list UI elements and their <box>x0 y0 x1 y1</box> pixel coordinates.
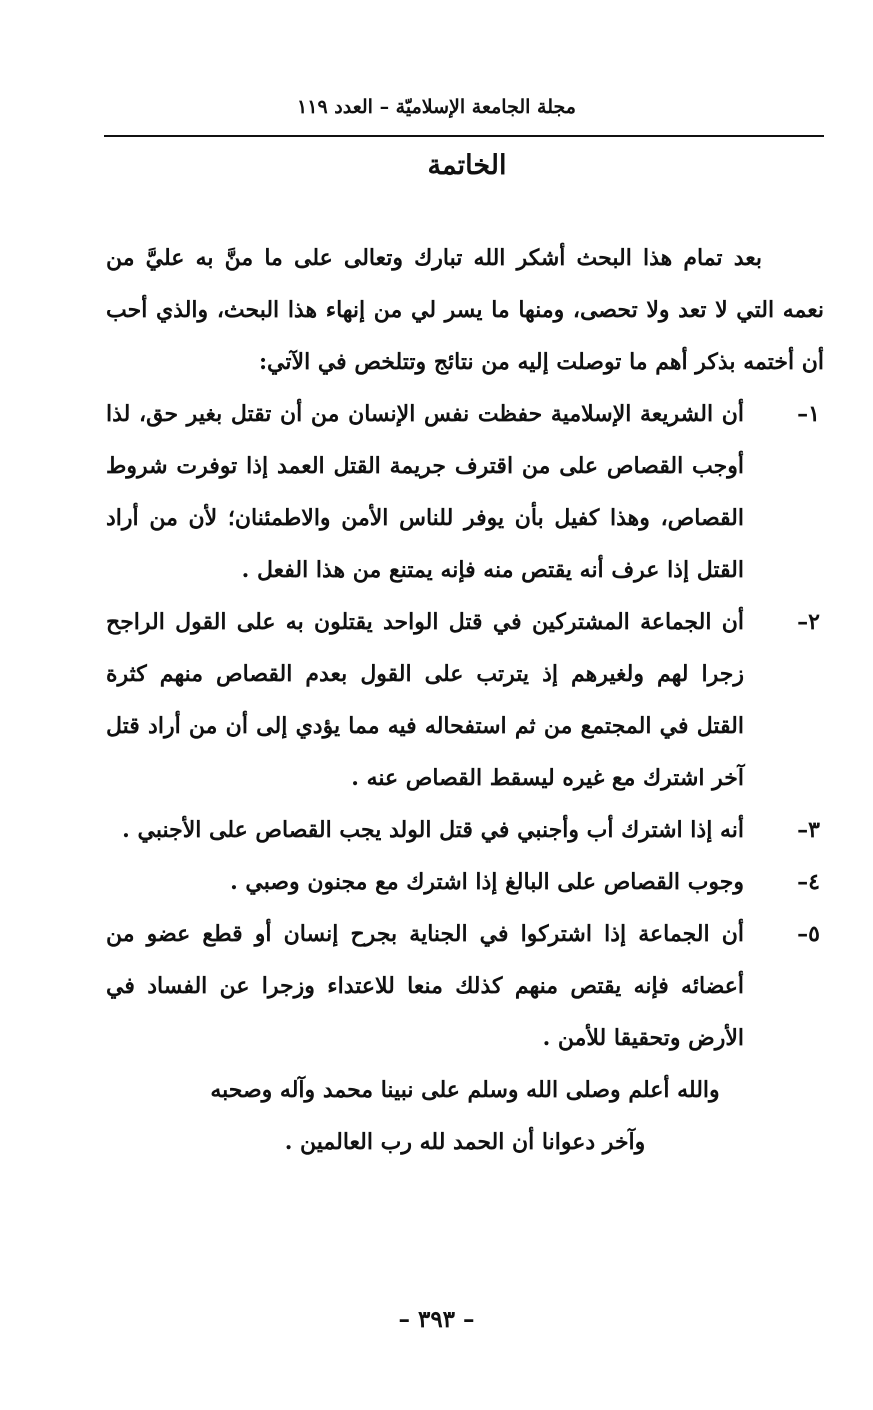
header-divider <box>104 135 824 137</box>
journal-header: مجلة الجامعة الإسلاميّة – العدد ١١٩ <box>297 96 576 118</box>
closing-prayer <box>106 1064 824 1168</box>
finding-number: ٢– <box>797 609 820 635</box>
finding-number: ٣– <box>797 817 820 843</box>
finding-number: ٥– <box>797 921 820 947</box>
finding-text: أنه إذا اشترك أب وأجنبي في قتل الولد يجب القصاص على الأجنبي . <box>122 817 744 843</box>
closing-line-2: وآخر دعوانا أن الحمد لله رب العالمين . <box>284 1129 646 1155</box>
findings-list <box>106 388 824 1064</box>
page-number: – ٣٩٣ – <box>398 1306 475 1333</box>
finding-item-4 <box>106 856 824 908</box>
finding-text: أن الجماعة إذا اشتركوا في الجناية بجرح إنسان أو قطع عضو من أعضائه فإنه يقتص منهم كذلك منعا للاعتداء وزجرا عن الفساد في الأرض وتحقيقا للأمن . <box>106 921 744 1051</box>
finding-text: أن الشريعة الإسلامية حفظت نفس الإنسان من أن تقتل بغير حق، لذا أوجب القصاص على من اقترف جريمة القتل العمد إذا توفرت شروط القصاص، وهذا كفيل بأن يوفر للناس الأمن والاطمئنان؛ لأن من أراد القتل إذا عرف أنه يقتص منه فإنه يمتنع من هذا الفعل . <box>106 401 744 583</box>
intro-paragraph: بعد تمام هذا البحث أشكر الله تبارك وتعالى على ما منَّ به عليَّ من نعمه التي لا تعد ولا تحصى، ومنها ما يسر لي من إنهاء هذا البحث، والذي أحب أن أختمه بذكر أهم ما توصلت إليه من نتائج وتتلخص في الآتي: <box>106 245 824 375</box>
finding-item-1 <box>106 388 824 596</box>
finding-number: ٤– <box>797 869 820 895</box>
body-text <box>106 232 824 1168</box>
closing-line-1: والله أعلم وصلى الله وسلم على نبينا محمد وآله وصحبه <box>210 1077 720 1103</box>
section-title: الخاتمة <box>427 150 507 181</box>
finding-item-2 <box>106 596 824 804</box>
finding-number: ١– <box>797 401 820 427</box>
finding-text: أن الجماعة المشتركين في قتل الواحد يقتلون به على القول الراجح زجرا لهم ولغيرهم إذ يترتب على القول بعدم القصاص منهم كثرة القتل في المجتمع من ثم استفحاله فيه مما يؤدي إلى أن من أراد قتل آخر اشترك مع غيره ليسقط القصاص عنه . <box>106 609 744 791</box>
finding-item-3 <box>106 804 824 856</box>
finding-item-5 <box>106 908 824 1064</box>
finding-text: وجوب القصاص على البالغ إذا اشترك مع مجنون وصبي . <box>230 869 744 895</box>
